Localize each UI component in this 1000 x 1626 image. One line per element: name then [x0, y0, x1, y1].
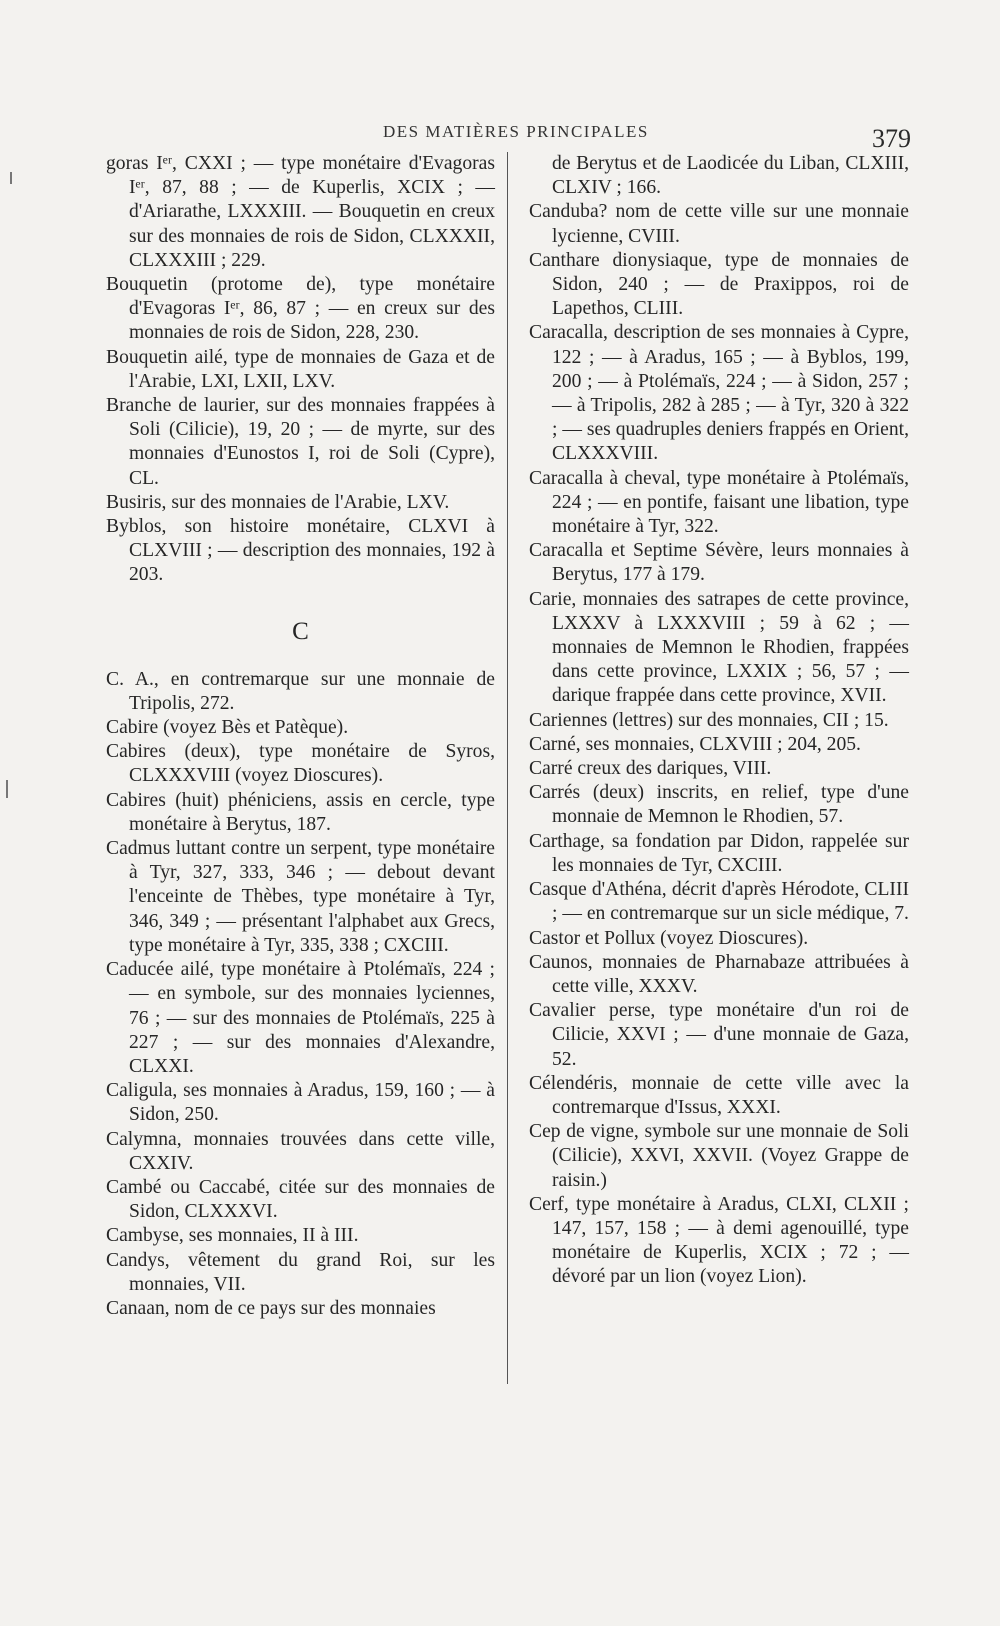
index-entry: Cabires (huit) phéniciens, assis en cercle, type monétaire à Berytus, 187.	[106, 789, 495, 835]
index-entry: Cariennes (lettres) sur des monnaies, CII ; 15.	[529, 709, 889, 731]
index-entry: Célendéris, monnaie de cette ville avec la contremarque d'Issus, XXXI.	[529, 1072, 909, 1118]
index-entry: Caracalla et Septime Sévère, leurs monnaies à Berytus, 177 à 179.	[529, 540, 909, 586]
index-entry: Casque d'Athéna, décrit d'après Hérodote, CLIII ; — en contremarque sur un sicle médique, 7.	[529, 879, 909, 925]
section-letter: C	[292, 617, 309, 645]
index-entry: Cambyse, ses monnaies, II à III.	[106, 1225, 359, 1247]
index-entry: Cabire (voyez Bès et Patèque).	[106, 717, 349, 739]
index-entry: Canthare dionysiaque, type de monnaies de Sidon, 240 ; — de Praxippos, roi de Lapethos, CLIII.	[529, 249, 909, 320]
index-entry: Branche de laurier, sur des monnaies frappées à Soli (Cilicie), 19, 20 ; — de myrte, sur des monnaies d'Eunostos I, roi de Soli (Cypre), CL.	[106, 395, 495, 489]
index-entry: Canaan, nom de ce pays sur des monnaies	[106, 1297, 436, 1319]
margin-mark	[6, 780, 8, 798]
index-entry: C. A., en contremarque sur une monnaie de Tripolis, 272.	[106, 668, 495, 714]
index-entry: Carné, ses monnaies, CLXVIII ; 204, 205.	[529, 733, 861, 755]
index-entry: Cambé ou Caccabé, citée sur des monnaies de Sidon, CLXXXVI.	[106, 1176, 495, 1223]
index-entry: Carthage, sa fondation par Didon, rappelée sur les monnaies de Tyr, CXCIII.	[529, 830, 909, 876]
index-entry: Cabires (deux), type monétaire de Syros, CLXXXVIII (voyez Dioscures).	[106, 741, 495, 787]
index-entry: Bouquetin (protome de), type monétaire d'Evagoras Iᵉʳ, 86, 87 ; — en creux sur des monnaies de rois de Sidon, 228, 230.	[106, 274, 495, 344]
running-head: DES MATIÈRES PRINCIPALES	[383, 122, 649, 141]
index-entry: Cavalier perse, type monétaire d'un roi de Cilicie, XXVI ; — d'une monnaie de Gaza, 52.	[529, 1000, 909, 1070]
index-entry: Cerf, type monétaire à Aradus, CLXI, CLXII ; 147, 157, 158 ; — à demi agenouillé, type monétaire de Kuperlis, XCIX ; 72 ; — dévoré par un lion (voyez Lion).	[529, 1193, 909, 1288]
page-number: 379	[872, 124, 911, 153]
index-entry: Caracalla, description de ses monnaies à Cypre, 122 ; — à Aradus, 165 ; — à Byblos, 199, 200 ; — à Ptolémaïs, 224 ; — à Sidon, 257 ; — à Tripolis, 282 à 285 ; — à Tyr, 320 à 322 ; — ses quadruples deniers frappés en Orient, CLXXXVIII.	[529, 322, 909, 465]
index-entry: Bouquetin ailé, type de monnaies de Gaza et de l'Arabie, LXI, LXII, LXV.	[106, 346, 495, 392]
index-entry: Candys, vêtement du grand Roi, sur les monnaies, VII.	[106, 1249, 495, 1295]
index-entry-continuation: de Berytus et de Laodicée du Liban, CLXIII, CLXIV ; 166.	[552, 153, 909, 199]
index-entry: Caracalla à cheval, type monétaire à Ptolémaïs, 224 ; — en pontife, faisant une libation, type monétaire à Tyr, 322.	[529, 467, 909, 538]
right-column	[529, 152, 909, 1290]
index-entry: goras Iᵉʳ, CXXI ; — type monétaire d'Evagoras Iᵉʳ, 87, 88 ; — de Kuperlis, XCIX ; — d'Ariarathe, LXXXIII. — Bouquetin en creux sur des monnaies de rois de Sidon, CLXXXII, CLXXXIII ; 229.	[106, 153, 495, 271]
index-entry: Castor et Pollux (voyez Dioscures).	[529, 927, 809, 949]
index-entry: Caligula, ses monnaies à Aradus, 159, 160 ; — à Sidon, 250.	[106, 1080, 495, 1126]
index-entry: Carie, monnaies des satrapes de cette province, LXXXV à LXXXVIII ; 59 à 62 ; — monnaies de Memnon le Rhodien, frappées dans cette province, LXXIX ; 56, 57 ; — darique frappée dans cette province, XVII.	[529, 588, 909, 707]
margin-mark	[10, 172, 12, 184]
index-entry: Carrés (deux) inscrits, en relief, type d'une monnaie de Memnon le Rhodien, 57.	[529, 782, 909, 828]
index-entry: Canduba? nom de cette ville sur une monnaie lycienne, CVIII.	[529, 201, 909, 247]
column-rule	[507, 152, 508, 1384]
index-entry: Calymna, monnaies trouvées dans cette ville, CXXIV.	[106, 1128, 495, 1174]
left-column	[106, 152, 495, 1321]
index-entry: Caunos, monnaies de Pharnabaze attribuées à cette ville, XXXV.	[529, 951, 909, 997]
index-entry: Caducée ailé, type monétaire à Ptolémaïs, 224 ; — en symbole, sur des monnaies lyciennes, 76 ; — sur des monnaies de Ptolémaïs, 225 à 227 ; — sur des monnaies d'Alexandre, CLXXI.	[106, 959, 495, 1077]
index-entry: Carré creux des dariques, VIII.	[529, 758, 772, 780]
index-entry: Cadmus luttant contre un serpent, type monétaire à Tyr, 327, 333, 346 ; — debout devant l'enceinte de Thèbes, type monétaire à Tyr, 346, 349 ; — présentant l'alphabet aux Grecs, type monétaire à Tyr, 335, 338 ; CXCIII.	[106, 838, 495, 956]
index-entry: Byblos, son histoire monétaire, CLXVI à CLXVIII ; — description des monnaies, 192 à 203.	[106, 516, 495, 586]
index-entry: Cep de vigne, symbole sur une monnaie de Soli (Cilicie), XXVI, XXVII. (Voyez Grappe de raisin.)	[529, 1121, 909, 1191]
index-entry: Busiris, sur des monnaies de l'Arabie, LXV.	[106, 491, 450, 513]
